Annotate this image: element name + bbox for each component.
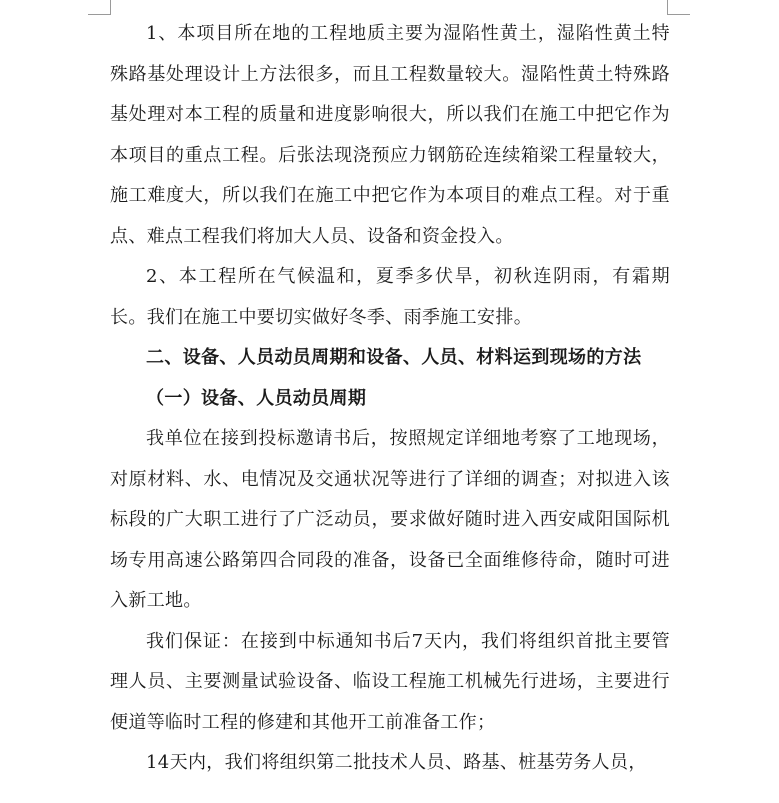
paragraph-guarantee: 我们保证：在接到中标通知书后7天内，我们将组织首批主要管理人员、主要测量试验设备、临设工程施工机械先行进场，主要进行便道等临时工程的修建和其他开工前准备工作； <box>110 630 670 733</box>
paragraph-14-days: 14天内，我们将组织第二批技术人员、路基、桩基劳务人员， <box>146 752 647 773</box>
paragraph-geology: 1、本项目所在地的工程地质主要为湿陷性黄土，湿陷性黄土特殊路基处理设计上方法很多，而且工程数量较大。湿陷性黄土特殊路基处理对本工程的质量和进度影响很大，所以我们在施工中把它作为本项目的重点工程。后张法现浇预应力钢筋砼连续箱梁工程量较大，施工难度大，所以我们在施工中把它作为本项目的难点工程。对于重点、难点工程我们将加大人员、设备和资金投入。 <box>110 23 670 247</box>
page-corner-mark-right <box>667 0 690 15</box>
page-corner-mark-left <box>88 0 111 15</box>
subsection-heading: （一）设备、人员动员周期 <box>146 387 367 409</box>
section-heading: 二、设备、人员动员周期和设备、人员、材料运到现场的方法 <box>146 347 642 368</box>
document-body[interactable] <box>110 14 670 784</box>
paragraph-climate: 2、本工程所在气候温和，夏季多伏旱，初秋连阴雨，有霜期长。我们在施工中要切实做好冬季、雨季施工安排。 <box>110 266 670 328</box>
paragraph-mobilization: 我单位在接到投标邀请书后，按照规定详细地考察了工地现场，对原材料、水、电情况及交通状况等进行了详细的调查；对拟进入该标段的广大职工进行了广泛动员，要求做好随时进入西安咸阳国际机场专用高速公路第四合同段的准备，设备已全面维修待命，随时可进入新工地。 <box>110 428 670 611</box>
